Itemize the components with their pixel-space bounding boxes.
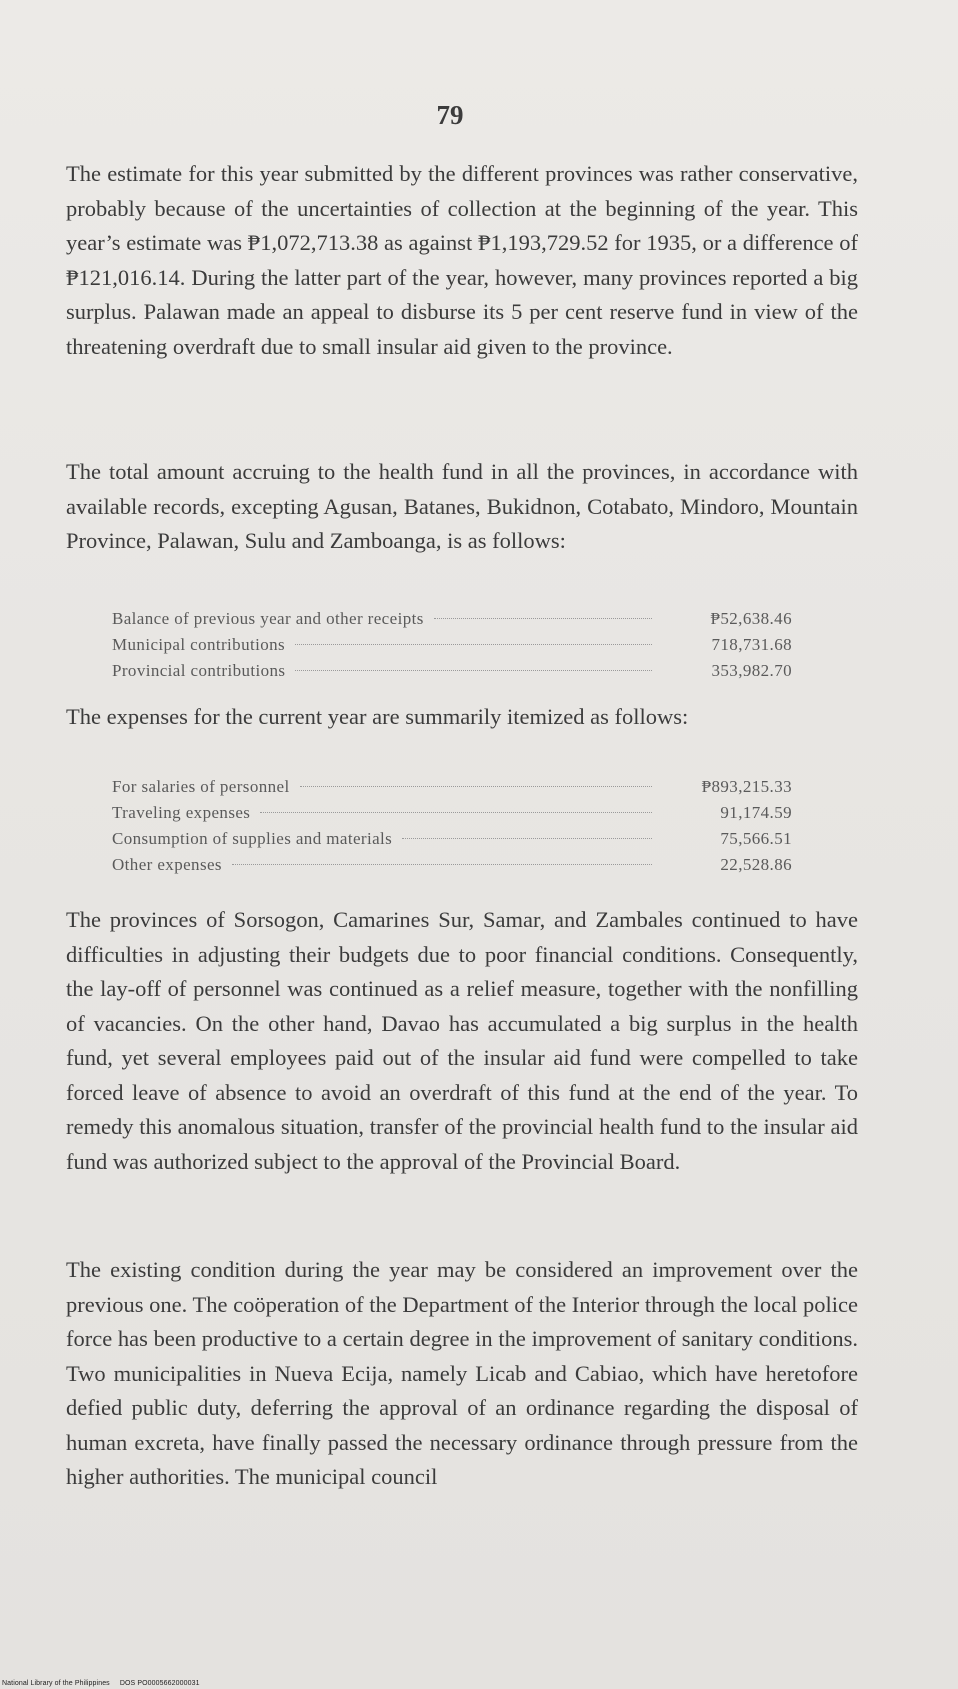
dot-leader (295, 670, 652, 671)
scan-credit-reference: DOS PO0005662000031 (119, 1680, 200, 1687)
ledger-label: Municipal contributions (112, 635, 286, 654)
ledger-row (112, 826, 792, 852)
ledger-row (112, 658, 792, 684)
ledger-label: For salaries of personnel (112, 777, 290, 796)
receipts-ledger (112, 606, 792, 684)
page-number: 79 (436, 100, 464, 130)
ledger-amount: 22,528.86 (720, 855, 792, 874)
dot-leader (260, 812, 652, 813)
paragraph-expenses-intro: The expenses for the current year are summarily itemized as follows: (66, 704, 689, 729)
paragraph-health-fund-total: The total amount accruing to the health fund in all the provinces, in accordance with available records, excepting Agusan, Batanes, Bukidnon, Cotabato, Mindoro, Mountain Province, Palawan, Sulu and Zamboanga, is as follows: (66, 459, 858, 553)
ledger-label: Provincial contributions (112, 661, 286, 680)
dot-leader (402, 838, 652, 839)
ledger-amount: 718,731.68 (711, 635, 792, 654)
ledger-amount: 91,174.59 (720, 803, 792, 822)
dot-leader (295, 644, 652, 645)
ledger-label: Balance of previous year and other receipts (112, 609, 424, 628)
ledger-label: Traveling expenses (112, 803, 251, 822)
paragraph-improvement: The existing condition during the year may be considered an improvement over the previous one. The coöperation of the Department of the Interior through the local police force has been productive to a certain degree in the improvement of sanitary conditions. Two municipalities in Nueva Ecija, namely Licab and Cabiao, which have heretofore defied public duty, deferring the approval of an ordinance regarding the disposal of human excreta, have finally passed the necessary ordinance through pressure from the higher authorities. The municipal council (66, 1257, 858, 1489)
scan-credit (2, 1680, 200, 1687)
dot-leader (434, 618, 652, 619)
ledger-row (112, 800, 792, 826)
dot-leader (300, 786, 652, 787)
ledger-row (112, 606, 792, 632)
ledger-row (112, 774, 792, 800)
ledger-amount: 75,566.51 (720, 829, 792, 848)
ledger-label: Other expenses (112, 855, 222, 874)
ledger-row (112, 852, 792, 878)
ledger-amount: 353,982.70 (711, 661, 792, 680)
ledger-row (112, 632, 792, 658)
dot-leader (232, 864, 652, 865)
scan-credit-institution: National Library of the Philippines (2, 1680, 110, 1687)
ledger-label: Consumption of supplies and materials (112, 829, 393, 848)
paragraph-provincial-estimate: The estimate for this year submitted by the different provinces was rather conservative, probably because of the uncertainties of collection at the beginning of the year. This year’s estimate was ₱1,072,713.38 as against ₱1,193,729.52 for 1935, or a difference of ₱121,016.14. During the latter part of the year, however, many provinces reported a big surplus. Palawan made an appeal to disburse its 5 per cent reserve fund in view of the threatening overdraft due to small insular aid given to the province. (66, 161, 858, 359)
ledger-amount: ₱893,215.33 (701, 777, 792, 796)
ledger-amount: ₱52,638.46 (710, 609, 792, 628)
expenses-ledger (112, 774, 792, 878)
paragraph-budget-difficulties: The provinces of Sorsogon, Camarines Sur, Samar, and Zambales continued to have difficulties in adjusting their budgets due to poor financial conditions. Consequently, the lay-off of personnel was continued as a relief measure, together with the nonfilling of vacancies. On the other hand, Davao has accumulated a big surplus in the health fund, yet several employees paid out of the insular aid fund were compelled to take forced leave of absence to avoid an overdraft of this fund at the end of the year. To remedy this anomalous situation, transfer of the provincial health fund to the insular aid fund was authorized subject to the approval of the Provincial Board. (66, 907, 858, 1174)
